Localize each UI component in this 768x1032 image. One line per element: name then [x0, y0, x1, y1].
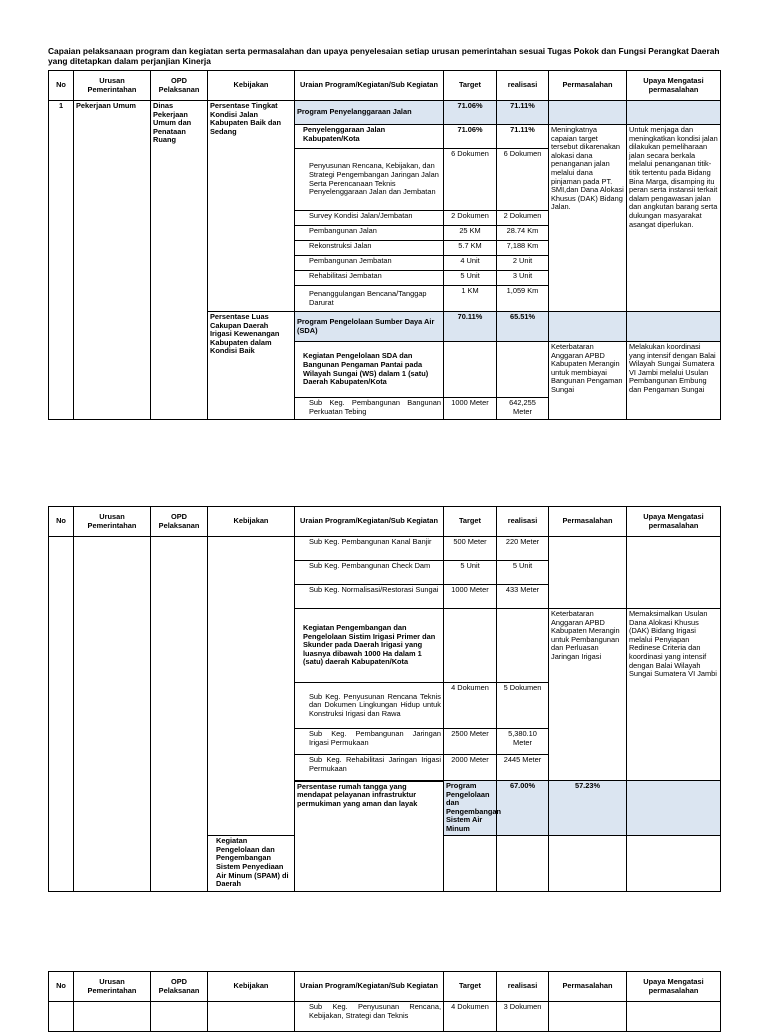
- sub-kegiatan-name: Survey Kondisi Jalan/Jembatan: [295, 211, 444, 226]
- sub-kegiatan-target: 4 Dokumen: [444, 683, 497, 729]
- header-opd: OPD Pelaksanan: [151, 71, 208, 101]
- upaya-cell-empty: [627, 835, 721, 891]
- kebijakan-cell: Persentase Tingkat Kondisi Jalan Kabupaten Baik dan Sedang: [208, 101, 295, 312]
- sub-kegiatan-realisasi: 3 Unit: [497, 271, 549, 286]
- sub-kegiatan-target: 25 KM: [444, 226, 497, 241]
- table-row: [49, 1002, 721, 1032]
- permasalahan-cell: Keterbataran Anggaran APBD Kabupaten Merangin untuk membiayai Bangunan Pengaman Sungai: [549, 342, 627, 420]
- document-title: Capaian pelaksanaan program dan kegiatan serta permasalahan dan upaya penyelesaian setiap urusan pemerintahan sesuai Tugas Pokok dan Fungsi Perangkat Daerah yang ditetapkan dalam perjanjian Kinerja: [48, 46, 720, 66]
- sub-kegiatan-target: 2 Dokumen: [444, 211, 497, 226]
- sub-kegiatan-target: 500 Meter: [444, 537, 497, 561]
- sub-kegiatan-name: Sub Keg. Penyusunan Rencana, Kebijakan, Strategi dan Teknis: [295, 1002, 444, 1032]
- sub-kegiatan-realisasi: 220 Meter: [497, 537, 549, 561]
- program-target: 71.06%: [444, 101, 497, 125]
- header-permasalahan: Permasalahan: [549, 972, 627, 1002]
- table-row: [49, 537, 721, 561]
- header-uraian: Uraian Program/Kegiatan/Sub Kegiatan: [295, 71, 444, 101]
- header-opd: OPD Pelaksanan: [151, 507, 208, 537]
- program-realisasi: 65.51%: [497, 312, 549, 342]
- sub-kegiatan-name: Sub Keg. Pembangunan Check Dam: [295, 561, 444, 585]
- kegiatan-name: Kegiatan Pengelolaan dan Pengembangan Sistem Penyediaan Air Minum (SPAM) di Daerah: [208, 835, 295, 891]
- sub-kegiatan-realisasi: 642,255 Meter: [497, 398, 549, 420]
- header-permasalahan: Permasalahan: [549, 507, 627, 537]
- kegiatan-name: Penyelenggaraan Jalan Kabupaten/Kota: [295, 125, 444, 149]
- sub-kegiatan-target: 6 Dokumen: [444, 149, 497, 211]
- table-page-3: [48, 971, 721, 1032]
- kebijakan-cell-empty: [208, 1002, 295, 1032]
- urusan-cell: Pekerjaan Umum: [74, 101, 151, 420]
- program-realisasi: 57.23%: [549, 781, 627, 836]
- sub-kegiatan-name: Pembangunan Jembatan: [295, 256, 444, 271]
- sub-kegiatan-target: 1000 Meter: [444, 398, 497, 420]
- opd-cell-empty: [151, 1002, 208, 1032]
- permasalahan-cell: Keterbataran Anggaran APBD Kabupaten Merangin untuk Pembangunan dan Perluasan Jaringan Irigasi: [549, 609, 627, 781]
- permasalahan-cell: Meningkatnya capaian target tersebut dikarenakan alokasi dana penanganan jalan melalui dana pinjaman pada PT. SMI,dan Dana Alokasi Khusus (DAK) Bidang Jalan.: [549, 125, 627, 312]
- header-upaya: Upaya Mengatasi permasalahan: [627, 972, 721, 1002]
- header-row: [49, 972, 721, 1002]
- program-permasalahan-empty: [549, 101, 627, 125]
- header-no: No: [49, 71, 74, 101]
- sub-kegiatan-realisasi: 28.74 Km: [497, 226, 549, 241]
- header-opd: OPD Pelaksanan: [151, 972, 208, 1002]
- sub-kegiatan-realisasi: 6 Dokumen: [497, 149, 549, 211]
- urusan-cell-empty: [74, 537, 151, 892]
- sub-kegiatan-name: Sub Keg. Pembangunan Jaringan Irigasi Permukaan: [295, 729, 444, 755]
- program-target: 67.00%: [497, 781, 549, 836]
- header-upaya: Upaya Mengatasi permasalahan: [627, 507, 721, 537]
- program-upaya-empty: [627, 312, 721, 342]
- sub-kegiatan-name: Rekonstruksi Jalan: [295, 241, 444, 256]
- header-permasalahan: Permasalahan: [549, 71, 627, 101]
- header-urusan: Urusan Pemerintahan: [74, 972, 151, 1002]
- program-upaya-empty: [627, 101, 721, 125]
- sub-kegiatan-name: Rehabilitasi Jembatan: [295, 271, 444, 286]
- sub-kegiatan-realisasi: 2445 Meter: [497, 755, 549, 781]
- sub-kegiatan-target: 1 KM: [444, 286, 497, 312]
- table-row: [49, 101, 721, 125]
- kegiatan-name: Kegiatan Pengembangan dan Pengelolaan Sistim Irigasi Primer dan Skunder pada Daerah Irigasi yang luasnya dibawah 1000 Ha dalam 1 (satu) daerah Kabupaten/Kota: [295, 609, 444, 683]
- sub-kegiatan-name: Penyusunan Rencana, Kebijakan, dan Strategi Pengembangan Jaringan Jalan Serta Perencanaan Teknis Penyelenggaraan Jalan dan Jembatan: [295, 149, 444, 211]
- header-uraian: Uraian Program/Kegiatan/Sub Kegiatan: [295, 507, 444, 537]
- kegiatan-target-empty: [444, 609, 497, 683]
- kebijakan-cell: Persentase Luas Cakupan Daerah Irigasi Kewenangan Kabupaten dalam Kondisi Baik: [208, 312, 295, 420]
- header-upaya: Upaya Mengatasi permasalahan: [627, 71, 721, 101]
- sub-kegiatan-realisasi: 5 Dokumen: [497, 683, 549, 729]
- header-uraian: Uraian Program/Kegiatan/Sub Kegiatan: [295, 972, 444, 1002]
- program-name: Program Penyelanggaraan Jalan: [295, 101, 444, 125]
- kegiatan-name: Kegiatan Pengelolaan SDA dan Bangunan Pengaman Pantai pada Wilayah Sungai (WS) dalam 1 (satu) Daerah Kabupaten/Kota: [295, 342, 444, 398]
- permasalahan-cell-empty: [549, 835, 627, 891]
- sub-kegiatan-realisasi: 1,059 Km: [497, 286, 549, 312]
- sub-kegiatan-name: Pembangunan Jalan: [295, 226, 444, 241]
- sub-kegiatan-target: 2500 Meter: [444, 729, 497, 755]
- sub-kegiatan-target: 4 Unit: [444, 256, 497, 271]
- header-row: [49, 71, 721, 101]
- program-permasalahan-empty: [627, 781, 721, 836]
- kegiatan-target: 71.06%: [444, 125, 497, 149]
- sub-kegiatan-target: 2000 Meter: [444, 755, 497, 781]
- header-target: Target: [444, 507, 497, 537]
- kebijakan-cell: Persentase rumah tangga yang mendapat pelayanan infrastruktur permukiman yang aman dan layak: [295, 781, 444, 892]
- sub-kegiatan-target: 5 Unit: [444, 561, 497, 585]
- header-no: No: [49, 972, 74, 1002]
- program-permasalahan-empty: [549, 312, 627, 342]
- sub-kegiatan-realisasi: 2 Unit: [497, 256, 549, 271]
- header-no: No: [49, 507, 74, 537]
- permasalahan-cell-empty: [549, 1002, 627, 1032]
- kegiatan-target-empty: [444, 835, 497, 891]
- header-realisasi: realisasi: [497, 507, 549, 537]
- table-page-2: [48, 506, 721, 892]
- sub-kegiatan-target: 4 Dokumen: [444, 1002, 497, 1032]
- header-kebijakan: Kebijakan: [208, 507, 295, 537]
- sub-kegiatan-target: 5.7 KM: [444, 241, 497, 256]
- no-cell-empty: [49, 1002, 74, 1032]
- header-urusan: Urusan Pemerintahan: [74, 507, 151, 537]
- opd-cell: Dinas Pekerjaan Umum dan Penataan Ruang: [151, 101, 208, 420]
- upaya-cell: Melakukan koordinasi yang intensif dengan Balai Wilayah Sungai Sumatera VI Jambi melalui Usulan Pembangunan Embung dan Pengaman Sungai: [627, 342, 721, 420]
- sub-kegiatan-realisasi: 433 Meter: [497, 585, 549, 609]
- sub-kegiatan-target: 1000 Meter: [444, 585, 497, 609]
- kegiatan-realisasi-empty: [497, 835, 549, 891]
- kegiatan-realisasi-empty: [497, 342, 549, 398]
- sub-kegiatan-realisasi: 7,188 Km: [497, 241, 549, 256]
- kebijakan-cell-empty: [208, 537, 295, 836]
- sub-kegiatan-realisasi: 5 Unit: [497, 561, 549, 585]
- row-no: 1: [49, 101, 74, 420]
- opd-cell-empty: [151, 537, 208, 892]
- program-name: Program Pengelolaan dan Pengembangan Sistem Air Minum: [444, 781, 497, 836]
- sub-kegiatan-name: Sub Keg. Penyusunan Rencana Teknis dan Dokumen Lingkungan Hidup untuk Konstruksi Irigasi dan Rawa: [295, 683, 444, 729]
- sub-kegiatan-name: Sub Keg. Pembangunan Kanal Banjir: [295, 537, 444, 561]
- sub-kegiatan-realisasi: 2 Dokumen: [497, 211, 549, 226]
- sub-kegiatan-name: Penanggulangan Bencana/Tanggap Darurat: [295, 286, 444, 312]
- header-target: Target: [444, 71, 497, 101]
- permasalahan-cell-empty: [549, 537, 627, 609]
- urusan-cell-empty: [74, 1002, 151, 1032]
- upaya-cell-empty: [627, 537, 721, 609]
- header-target: Target: [444, 972, 497, 1002]
- table-page-1: [48, 70, 721, 420]
- header-kebijakan: Kebijakan: [208, 972, 295, 1002]
- upaya-cell-empty: [627, 1002, 721, 1032]
- sub-kegiatan-realisasi: 5,380.10 Meter: [497, 729, 549, 755]
- program-realisasi: 71.11%: [497, 101, 549, 125]
- sub-kegiatan-name: Sub Keg. Normalisasi/Restorasi Sungai: [295, 585, 444, 609]
- kegiatan-realisasi: 71.11%: [497, 125, 549, 149]
- upaya-cell: Untuk menjaga dan meningkatkan kondisi jalan dilakukan pemeliharaan jalan secara berkala melalui penanganan titik-titik tertentu pada Bidang Bina Marga, disamping itu peran serta instansii terkait dalam pengawasan jalan dan angkutan barang serta dukungan masyarakat asangat diperlukan.: [627, 125, 721, 312]
- kegiatan-realisasi-empty: [497, 609, 549, 683]
- upaya-cell: Memaksimalkan Usulan Dana Alokasi Khusus (DAK) Bidang Irigasi melalui Penyiapan Redinese Criteria dan koordinasi yang intensif dengan Balai Wilayah Sungai Sumatera VI Jambi: [627, 609, 721, 781]
- no-cell-empty: [49, 537, 74, 892]
- sub-kegiatan-name: Sub Keg. Pembangunan Bangunan Perkuatan Tebing: [295, 398, 444, 420]
- sub-kegiatan-realisasi: 3 Dokumen: [497, 1002, 549, 1032]
- header-realisasi: realisasi: [497, 71, 549, 101]
- sub-kegiatan-target: 5 Unit: [444, 271, 497, 286]
- header-row: [49, 507, 721, 537]
- header-kebijakan: Kebijakan: [208, 71, 295, 101]
- program-name: Program Pengelolaan Sumber Daya Air (SDA): [295, 312, 444, 342]
- header-realisasi: realisasi: [497, 972, 549, 1002]
- kegiatan-target-empty: [444, 342, 497, 398]
- program-target: 70.11%: [444, 312, 497, 342]
- sub-kegiatan-name: Sub Keg. Rehabilitasi Jaringan Irigasi Permukaan: [295, 755, 444, 781]
- header-urusan: Urusan Pemerintahan: [74, 71, 151, 101]
